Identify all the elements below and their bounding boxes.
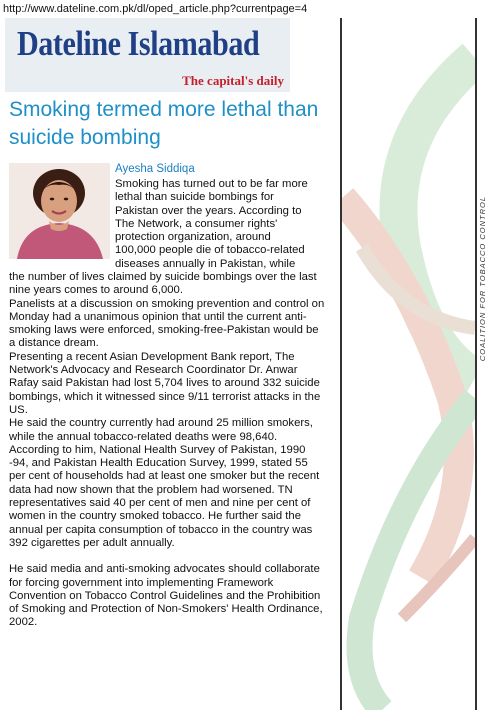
ribbon-graphic — [342, 18, 475, 710]
masthead — [5, 18, 290, 92]
paragraph-3: Presenting a recent Asian Development Bank report, The Network's Advocacy and Research Coordinator Dr. Anwar Rafay said Pakistan had lost 5,704 lives to around 332 suicide bombings, which it witnessed since 9/11 terrorist attacks in the US. — [9, 350, 321, 416]
paragraph-2: Panelists at a discussion on smoking prevention and control on Monday had a unanimous opinion that until the current anti-smoking laws were enforced, smoking-free-Pakistan would be a distance dream. — [9, 297, 325, 350]
article-headline: Smoking termed more lethal than suicide bombing — [9, 98, 319, 149]
intro-line: Pakistan over the years. According to — [115, 204, 302, 217]
decorative-campaign-graphic — [342, 18, 475, 710]
newspaper-tagline: The capital's daily — [182, 73, 284, 88]
article-body — [9, 178, 326, 630]
sidebar-caption: COALITION FOR TOBACCO CONTROL — [478, 196, 487, 362]
newspaper-logo: Dateline Islamabad — [17, 24, 260, 63]
intro-line: diseases annually in Pakistan, while — [115, 257, 296, 270]
paragraph-6: He said media and anti-smoking advocates should collaborate for forcing government into implementing Framework Convention on Tobacco Control Guidelines and the Prohibition of Smoking and Protection of Non-Smokers' Health Ordinance, 2002. — [9, 563, 323, 629]
intro-line: Smoking has turned out to be far more — [115, 178, 308, 190]
paragraph-gap — [9, 550, 326, 563]
intro-line: lethal than suicide bombings for — [115, 191, 274, 204]
author-name: Ayesha Siddiqa — [115, 163, 195, 175]
intro-line: The Network, a consumer rights' — [115, 217, 278, 230]
paragraph-5: According to him, National Health Survey of Pakistan, 1990 -94, and Pakistan Health Education Survey, 1999, stated 55 per cent of households had at least one smoker but the recent data had now shown that the problem had worsened. TN representatives said 40 per cent of men and nine per cent of women in the country smoked tobacco. He further said the annual per capita consumption of tobacco in the country was 392 cigarettes per adult annually. — [9, 443, 320, 549]
paragraph-4: He said the country currently had around 25 million smokers, while the annual tobacco-related deaths were 98,640. — [9, 417, 313, 443]
side-strip — [475, 18, 493, 710]
article-intro-wrap — [115, 178, 325, 271]
paragraph-1-continued: the number of lives claimed by suicide bombings over the last nine years comes to around 6,000. — [9, 271, 317, 297]
intro-line: 100,000 people die of tobacco-related — [115, 244, 305, 257]
intro-line: protection organization, around — [115, 231, 271, 244]
page-url: http://www.dateline.com.pk/dl/oped_article.php?currentpage=4 — [3, 3, 308, 15]
